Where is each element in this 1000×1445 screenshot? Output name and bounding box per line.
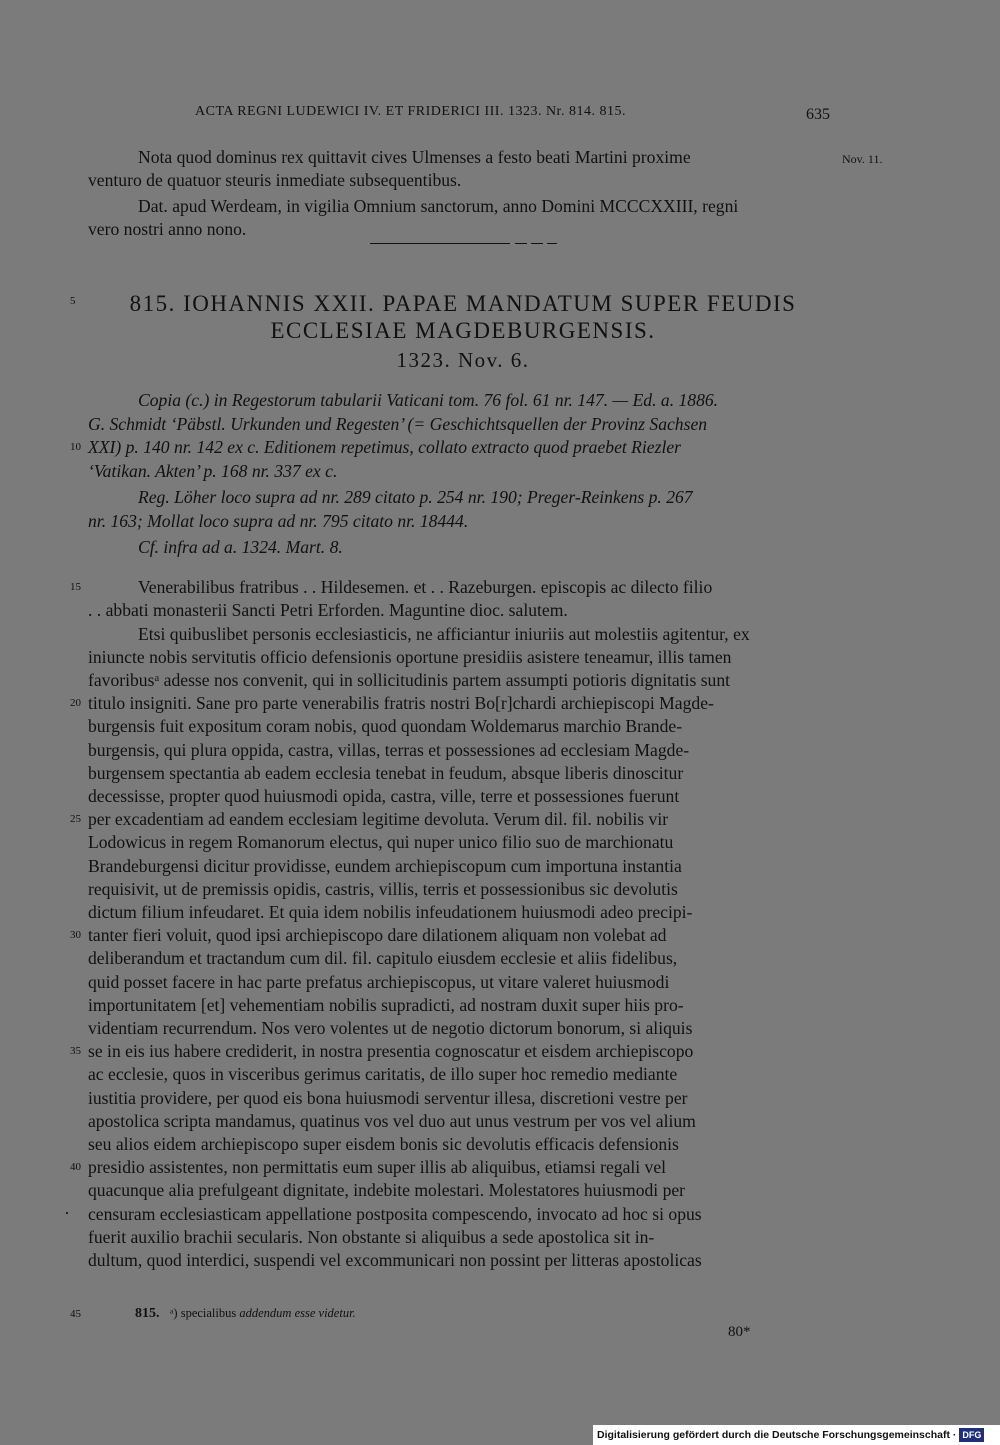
body-line: titulo insigniti. Sane pro parte venerabilis fratris nostri Bo[r]chardi archiepiscopi Magde- <box>88 693 714 713</box>
body-line: videntiam recurrendum. Nos vero volentes ut de negotio dictorum bonorum, si aliquis <box>88 1018 693 1038</box>
footer-text: Digitalisierung gefördert durch die Deutsche Forschungsgemeinschaft · <box>597 1429 957 1441</box>
document-title-line2: ECCLESIAE MAGDEBURGENSIS. <box>270 318 656 343</box>
page-number: 635 <box>806 106 830 123</box>
body-line: censuram ecclesiasticam appellatione postposita compescendo, invocato ad hoc si opus <box>88 1204 702 1224</box>
digitization-footer <box>593 1425 1000 1445</box>
line-number: 25 <box>70 813 81 825</box>
line-number: 30 <box>70 929 81 941</box>
body-line: favoribusᵃ adesse nos convenit, qui in sollicitudinis partem assumpti potioris dignitatis sunt <box>88 670 731 690</box>
body-line: ac ecclesie, quos in visceribus gerimus caritatis, de illo super hoc remedio mediante <box>88 1064 678 1084</box>
body-line: decessisse, propter quod huiusmodi opida, castra, ville, terre et possessiones fuerunt <box>88 786 680 806</box>
line-number: 5 <box>70 295 76 307</box>
body-line: Brandeburgensi dicitur providisse, eundem archiepiscopum cum importuna instantia <box>88 856 682 876</box>
body-line: Etsi quibuslibet personis ecclesiasticis, ne afficiantur iniuriis aut molestiis agitentur, ex <box>138 624 750 644</box>
margin-date-note: Nov. 11. <box>842 152 883 166</box>
apparatus-line: Copia (c.) in Regestorum tabularii Vaticani tom. 76 fol. 61 nr. 147. — Ed. a. 1886. <box>138 390 719 410</box>
body-line: iustitia providere, per quod eis bona huiusmodi serventur illesa, discretioni vestre per <box>88 1088 688 1108</box>
dfg-logo: DFG <box>959 1428 984 1442</box>
body-line: burgensis, qui plura oppida, castra, villas, terras et possessiones ad ecclesiam Magde- <box>88 740 690 760</box>
footnote-text <box>170 1306 356 1321</box>
document-title: 815. IOHANNIS XXII. PAPAE MANDATUM SUPER FEUDIS <box>129 291 797 316</box>
body-line: iniuncte nobis servitutis officio defensionis oportune presidiis asistere teneamur, illis tamen <box>88 647 732 667</box>
body-line: . . abbati monasterii Sancti Petri Erforden. Maguntine dioc. salutem. <box>88 600 568 620</box>
separator-rule-dash <box>531 243 543 244</box>
body-line: requisivit, ut de premissis opidis, castris, villis, terris et possessionibus sic devolutis <box>88 879 678 899</box>
separator-rule-dash <box>547 243 557 244</box>
footnote-label: 815. <box>135 1306 160 1321</box>
body-line: dictum filium infeudaret. Et quia idem nobilis infeudationem huiusmodi adeo precipi- <box>88 902 693 922</box>
apparatus-line: nr. 163; Mollat loco supra ad nr. 795 citato nr. 18444. <box>88 511 469 531</box>
apparatus-line: ‘Vatikan. Akten’ p. 168 nr. 337 ex c. <box>88 461 338 481</box>
apparatus-line: G. Schmidt ‘Päbstl. Urkunden und Regesten’ (= Geschichtsquellen der Provinz Sachsen <box>88 414 708 434</box>
line-number: 40 <box>70 1161 81 1173</box>
line-number: 20 <box>70 697 81 709</box>
prev-doc-line: Nota quod dominus rex quittavit cives Ulmenses a festo beati Martini proxime <box>138 147 691 167</box>
footnote-text-plain: ᵃ) specialibus <box>170 1306 240 1320</box>
body-line: burgensem spectantia ab eadem ecclesia tenebat in feudum, absque liberis dinoscitur <box>88 763 684 783</box>
footnote-text-italic: addendum esse videtur. <box>239 1306 356 1320</box>
body-line: fuerit auxilio brachii secularis. Non obstante si aliquibus a sede apostolica sit in- <box>88 1227 655 1247</box>
running-title: ACTA REGNI LUDEWICI IV. ET FRIDERICI III. 1323. Nr. 814. 815. <box>195 104 626 119</box>
body-line: dultum, quod interdici, suspendi vel excommunicari non possint per litteras apostolicas <box>88 1250 702 1270</box>
body-line: apostolica scripta mandamus, quatinus vos vel duo aut unus vestrum per vos vel alium <box>88 1111 696 1131</box>
apparatus-line: Cf. infra ad a. 1324. Mart. 8. <box>138 537 343 557</box>
scan-speck <box>66 1212 68 1214</box>
separator-rule-dash <box>515 243 527 244</box>
line-number: 15 <box>70 581 81 593</box>
body-line: deliberandum et tractandum cum dil. fil. capitulo eiusdem ecclesie et aliis fidelibus, <box>88 948 678 968</box>
body-line: quacunque alia prefulgeant dignitate, indebite molestari. Molestatores huiusmodi per <box>88 1180 686 1200</box>
prev-doc-line: venturo de quatuor steuris inmediate subsequentibus. <box>88 170 462 190</box>
document-date: 1323. Nov. 6. <box>396 348 530 372</box>
line-number: 35 <box>70 1045 81 1057</box>
body-line: per excadentiam ad eandem ecclesiam legitime devoluta. Verum dil. fil. nobilis vir <box>88 809 669 829</box>
body-line: Lodowicus in regem Romanorum electus, qui nuper unico filio suo de marchionatu <box>88 832 674 852</box>
body-line: burgensis fuit expositum coram nobis, quod quondam Woldemarus marchio Brande- <box>88 716 683 736</box>
separator-rule <box>370 243 510 244</box>
body-line: importunitatem [et] vehementiam nobilis supradicti, ad nostram duxit super hiis pro- <box>88 995 684 1015</box>
signature-mark: 80* <box>728 1324 751 1340</box>
prev-doc-line: vero nostri anno nono. <box>88 219 247 239</box>
body-line: seu alios eidem archiepiscopo super eisdem bonis sic devolutis efficacis defensionis <box>88 1134 679 1154</box>
body-line: Venerabilibus fratribus . . Hildesemen. et . . Razeburgen. episcopis ac dilecto filio <box>138 577 713 597</box>
line-number: 45 <box>70 1308 81 1320</box>
line-number: 10 <box>70 441 81 453</box>
apparatus-line: Reg. Löher loco supra ad nr. 289 citato p. 254 nr. 190; Preger-Reinkens p. 267 <box>138 487 693 507</box>
apparatus-line: XXI) p. 140 nr. 142 ex c. Editionem repetimus, collato extracto quod praebet Riezler <box>88 437 682 457</box>
prev-doc-line: Dat. apud Werdeam, in vigilia Omnium sanctorum, anno Domini MCCCXXIII, regni <box>138 196 739 216</box>
body-line: presidio assistentes, non permittatis eum super illis ab aliquibus, etiamsi regali vel <box>88 1157 667 1177</box>
body-line: tanter fieri voluit, quod ipsi archiepiscopo dare dilationem aliquam non volebat ad <box>88 925 667 945</box>
body-line: se in eis ius habere crediderit, in nostra presentia cognoscatur et eisdem archiepiscopo <box>88 1041 694 1061</box>
body-line: quid posset facere in hac parte prefatus archiepiscopus, ut vitare valeret huiusmodi <box>88 972 670 992</box>
